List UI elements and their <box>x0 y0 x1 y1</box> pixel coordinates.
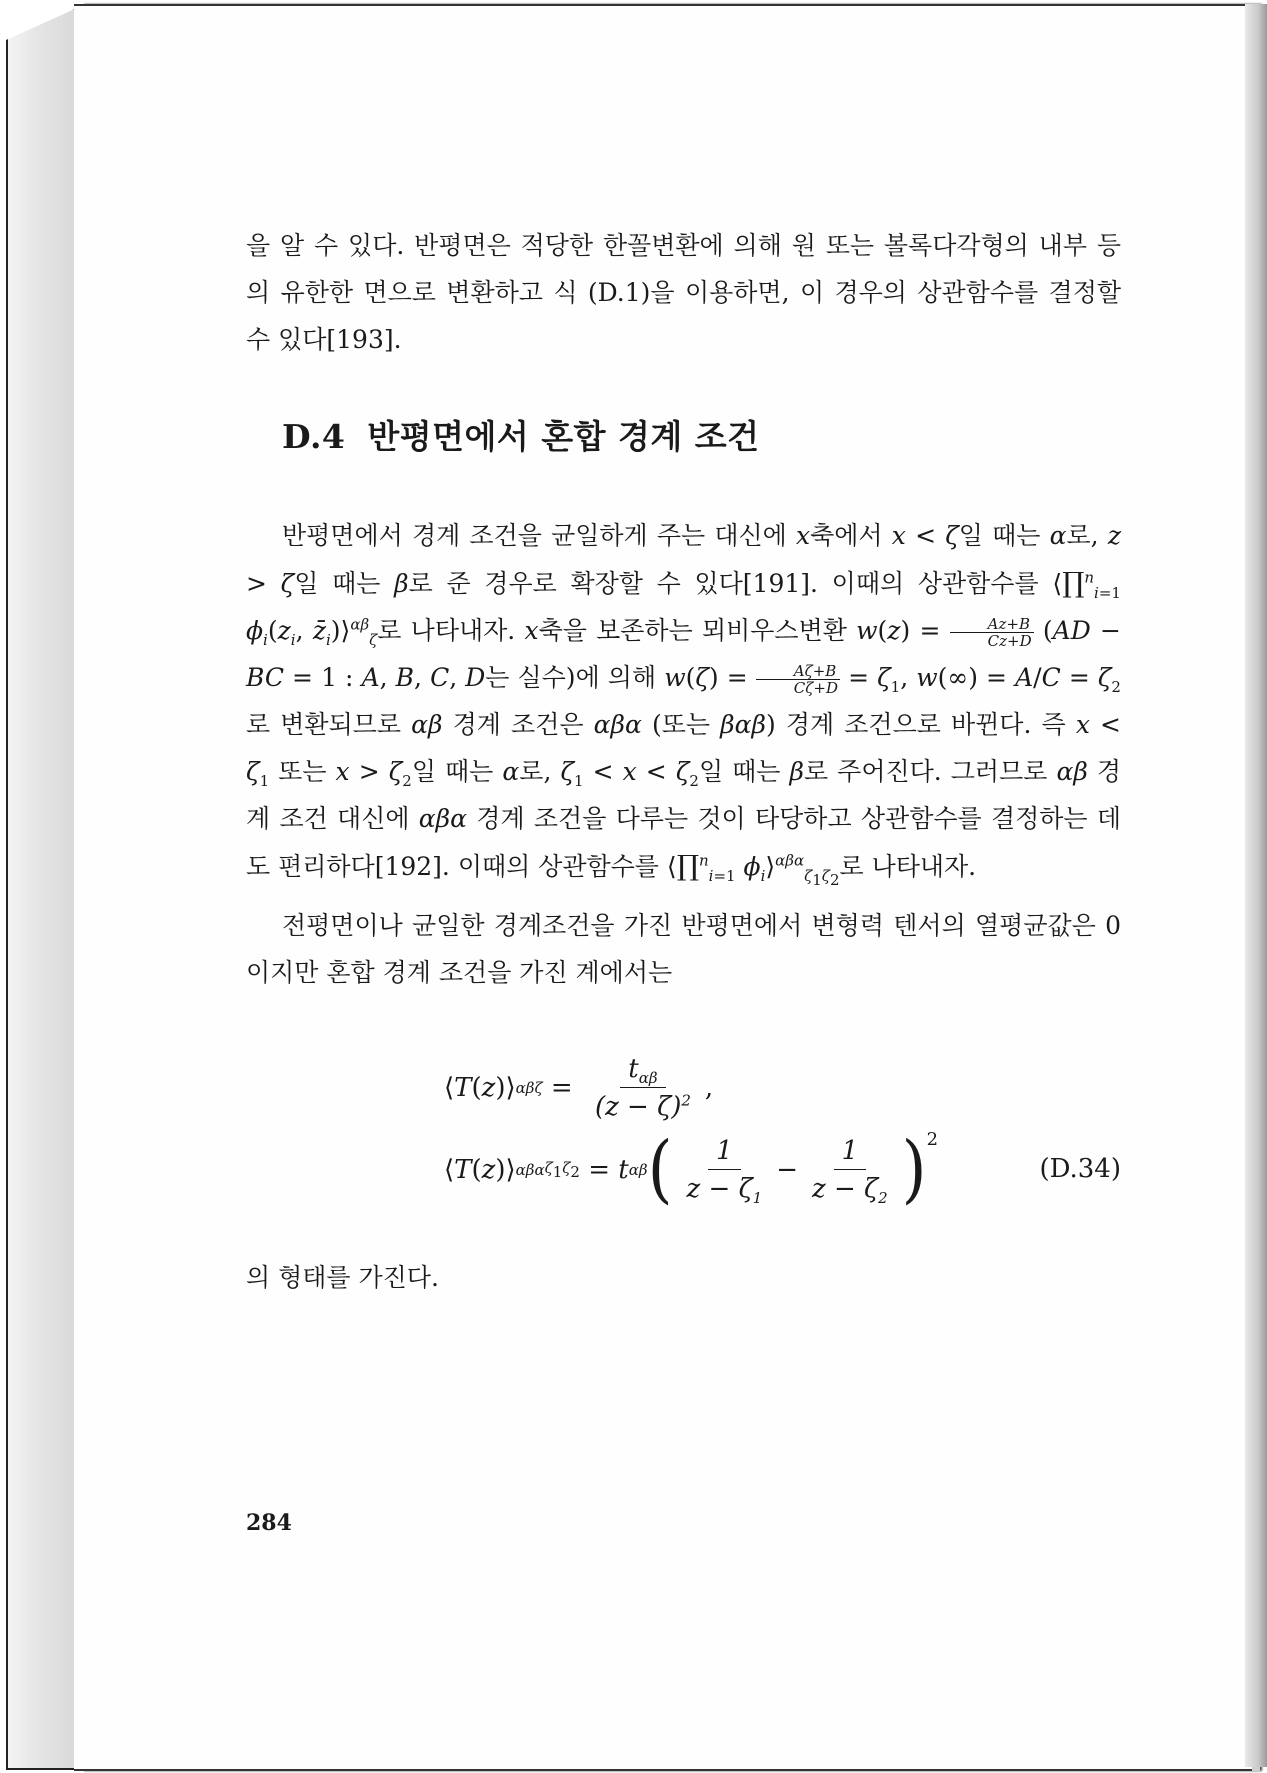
section-heading <box>282 411 1121 458</box>
section-number: D.4 <box>282 417 346 456</box>
page-edge <box>1245 4 1267 1767</box>
display-equations <box>246 1054 1121 1224</box>
paragraph-conclusion: 의 형태를 가진다. <box>246 1263 439 1292</box>
equation-one-boundary-change: ⟨ T ( z )⟩ αβ ζ = $t_{\alpha\beta}$ $(z - \zeta)^2$ , <box>444 1054 714 1122</box>
page-content <box>246 222 1121 1301</box>
paragraph-intro: 을 알 수 있다. 반평면은 적당한 한꼴변환에 의해 원 또는 볼록다각형의 내부 등의 유한한 면으로 변환하고 식 (D.1)을 이용하면, 이 경우의 상관함수를 결정할 수 있다[193]. <box>246 231 1121 354</box>
equation-two-boundary-changes: ⟨ T ( z )⟩ αβα $\zeta_1\zeta_2$ = t αβ ( 1 $z - \zeta_1$ − 1 $z - \zeta_2$ ) $^2$ <box>444 1127 939 1213</box>
equation-number: (D.34) <box>1039 1154 1121 1184</box>
paragraph-stress-tensor: 전평면이나 균일한 경계조건을 가진 반평면에서 변형력 텐서의 열평균값은 0이지만 혼합 경계 조건을 가진 계에서는 <box>246 911 1121 987</box>
section-title: 반평면에서 혼합 경계 조건 <box>367 417 760 456</box>
paragraph-mixed-boundary: 반평면에서 경계 조건을 균일하게 주는 대신에 x축에서 x < ζ일 때는 α로, z > ζ일 때는 β로 준 경우로 확장할 수 있다[191]. 이때의 상관함수를 ⟨∏$^n_{i=1}$ $\phi_i(z_i$, $z̄_i)⟩^{\alpha\beta}_\zeta$로 나타내자. x축을 보존하는 뫼비우스변환 w(z) = $\frac{Az+B}{Cz+D}$ (AD − BC = 1 : A, B, C, D는 실수)에 의해 w(ζ) = $\frac{A\zeta+B}{C\zeta+D}$ = $\zeta_1$, $w(\infty) = A/C = \zeta_2$로 변환되므로 αβ 경계 조건은 αβα (또는 βαβ) 경계 조건으로 바뀐다. 즉 $x < \zeta_1$ 또는 $x > \zeta_2$일 때는 α로, $\zeta_1 < x < \zeta_2$일 때는 β로 주어진다. 그러므로 αβ 경계 조건 대신에 αβα 경계 조건을 다루는 것이 타당하고 상관함수를 결정하는 데도 편리하다[192]. 이때의 상관함수를 ⟨∏$^n_{i=1}$ $\phi_i⟩^{\alpha\beta\alpha}_{\zeta_1\zeta_2}$로 나타내자. <box>246 521 1122 889</box>
page-number: 284 <box>246 1510 292 1536</box>
book-spine <box>6 8 77 1770</box>
